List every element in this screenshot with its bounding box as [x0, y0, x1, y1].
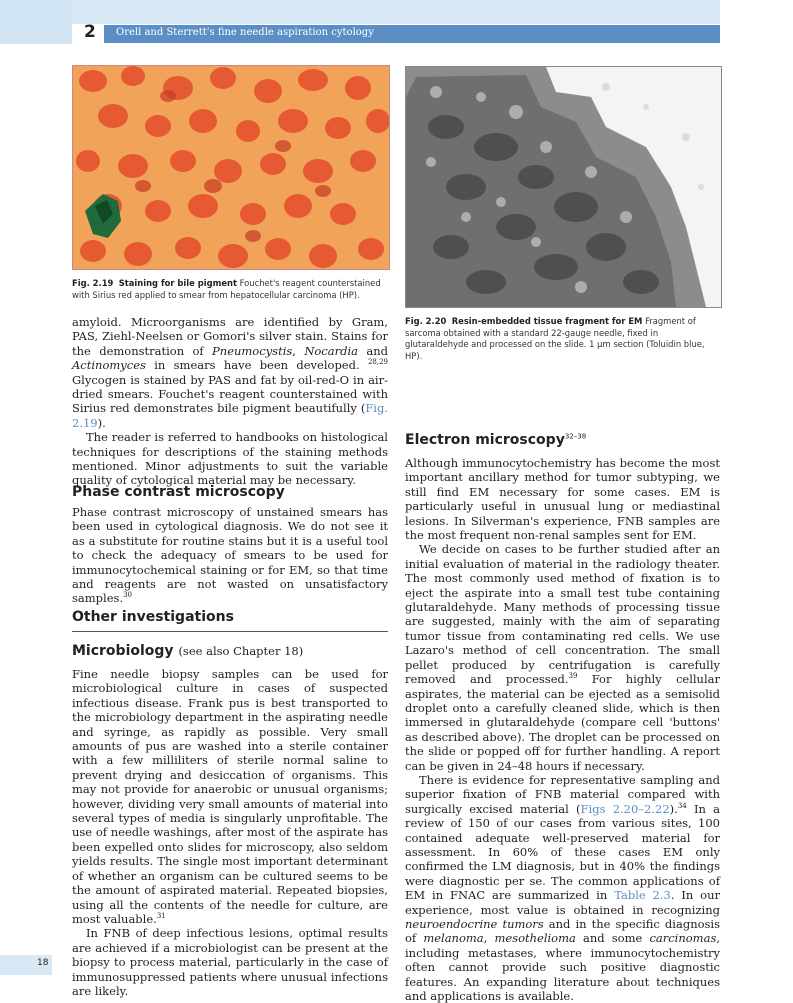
- left-paragraph-1: amyloid. Microorganisms are identified by Gram, PAS, Ziehl-Neelsen or Gomori's silver stain. Stains for the demonstration of Pneumocystis, Nocardia and Actinomyces in smears have been developed. $^{28,29}$ Glycogen is stained by PAS and fat by oil-red-O in air-dried smears. Fouchet's reagent counterstained with Sirius red demonstrates bile pigment beautifully (Fig. 2.19). The reader is referred to handbooks on histological techniques for descriptions of the staining methods mentioned. Minor adjustments to suit the variable quality of cytological material may be necessary.: [72, 315, 388, 488]
- left-paragraph-2: The reader is referred to handbooks on histological techniques for descriptions of the staining methods mentioned. Minor adjustments to suit the variable quality of cytological material may be necessary.: [72, 430, 388, 488]
- right-paragraph-3: There is evidence for representative sampling and superior fixation of FNB material compared with surgically excised material (Figs 2.20–2.22).$^{34}$ In a review of 150 of our cases from various sites, 100 contained adequate well-preserved material for assessment. In 60% of these cases EM only confirmed the LM diagnosis, but in 40% the findings were diagnostic per se. The common applications of EM in FNAC are summarized in Table 2.3. In our experience, most value is obtained in recognizing neuroendocrine tumors and in the specific diagnosis of melanoma, mesothelioma and some carcinomas, including metastases, where immunocytochemistry often cannot provide such positive diagnostic features. An expanding literature about techniques and applications is available.: [405, 772, 721, 1003]
- right-paragraph-1: Although immunocytochemistry has become the most important ancillary method for tumor subtyping, we still find EM necessary for some cases. EM is particularly useful in unusual lung or mediastinal lesions. In Silverman's experience, FNB samples are the most frequent non-renal samples sent for EM. We decide on cases to be further studied after an initial evaluation of material in the radiology theater. The most commonly used method of fixation is to eject the aspirate into a small test tube containing glutaraldehyde. Many methods of processing tissue are suggested, mainly with the aim of separating tumor tissue from contaminating red cells. We use Lazaro's method of cell concentration. The small pellet produced by centrifugation is carefully removed and processed.$^{39}$ For highly cellular aspirates, the material can be ejected as a semisolid droplet onto a carefully cleaned slide, which is then immersed in glutaraldehyde (compare cell 'buttons' as described above). The droplet can be processed on the slide or popped off for further handling. A report can be given in 24–48 hours if necessary. There is evidence for representative sampling and superior fixation of FNB material compared with surgically excised material (Figs 2.20–2.22).$^{34}$ In a review of 150 of our cases from various sites, 100 contained adequate well-preserved material for assessment. In 60% of these cases EM only confirmed the LM diagnosis, but in 40% the findings were diagnostic per se. The common applications of EM in FNAC are summarized in Table 2.3. In our experience, most value is obtained in recognizing neuroendocrine tumors and in the specific diagnosis of melanoma, mesothelioma and some carcinomas, including metastases, where immunocytochemistry often cannot provide such positive diagnostic features. An expanding literature about techniques and applications is available.: [405, 456, 721, 1003]
- left-paragraph-3: Phase contrast microscopy of unstained smears has been used in cytological diagnosis. We do not see it as a substitute for routine stains but it is a useful tool to check the adequacy of smears to be used for immunocytochemical staining or for EM, so that time and reagents are not wasted on unsatisfactory samples.$^{30}$: [72, 505, 388, 606]
- left-paragraph-5: In FNB of deep infectious lesions, optimal results are achieved if a microbiologist can be present at the biopsy to process material, particularly in the case of immunosuppressed patients where unusual infections are likely.: [72, 926, 388, 998]
- header-band: [0, 0, 720, 24]
- page-number: 18: [37, 958, 49, 968]
- chapter-tab: [0, 0, 72, 44]
- heading-other-investigations: Other investigations: [72, 609, 234, 625]
- running-title: Orell and Sterrett's fine needle aspiration cytology: [116, 27, 374, 38]
- figure-2-19-image: [72, 65, 390, 270]
- left-paragraph-4: Fine needle biopsy samples can be used for microbiological culture in cases of suspected infectious disease. Frank pus is best transported to the microbiology department in the aspirating needle and syringe, as rapidly as possible. Very small amounts of pus are washed into a sterile container with a few milliliters of sterile normal saline to prevent drying and desiccation of organisms. This may not provide for anaerobic or unusual organisms; however, dividing very small amounts of material into several types of media is singularly unprofitable. The use of needle washings, after most of the aspirate has been expelled onto slides for microscopy, also seldom yields results. The single most important determinant of whether an organism can be cultured seems to be the amount of aspirated material. Repeated biopsies, using all the contents of the needle for culture, are most valuable.$^{31}$ In FNB of deep infectious lesions, optimal results are achieved if a microbiologist can be present at the biopsy to process material, particularly in the case of immunosuppressed patients where unusual infections are likely.: [72, 667, 388, 998]
- figure-2-20-image: [405, 66, 722, 308]
- figure-2-19-caption: Fig. 2.19 Staining for bile pigment Fouchet's reagent counterstained with Sirius red applied to smear from hepatocellular carcinoma (HP).: [72, 278, 381, 300]
- heading-microbiology: Microbiology (see also Chapter 18): [72, 643, 304, 659]
- table-2-3-link[interactable]: Table 2.3: [614, 888, 671, 903]
- chapter-number: 2: [84, 22, 96, 42]
- figure-2-20-caption: Fig. 2.20 Resin-embedded tissue fragment for EM Fragment of sarcoma obtained with a standard 22-gauge needle, fixed in glutaraldehyde and processed on the slide. 1 μm section (Toluidin blue, HP).: [405, 316, 705, 361]
- fig-2-19-link[interactable]: Fig. 2.19: [72, 401, 388, 430]
- figs-2-20-2-22-link[interactable]: Figs 2.20–2.22: [580, 801, 670, 816]
- running-title-bar: [104, 25, 720, 43]
- right-paragraph-2: We decide on cases to be further studied after an initial evaluation of material in the radiology theater. The most commonly used method of fixation is to eject the aspirate into a small test tube containing glutaraldehyde. Many methods of processing tissue are suggested, mainly with the aim of separating tumor tissue from contaminating red cells. We use Lazaro's method of cell concentration. The small pellet produced by centrifugation is carefully removed and processed.$^{39}$ For highly cellular aspirates, the material can be ejected as a semisolid droplet onto a carefully cleaned slide, which is then immersed in glutaraldehyde (compare cell 'buttons' as described above). The droplet can be processed on the slide or popped off for further handling. A report can be given in 24–48 hours if necessary.: [405, 542, 720, 773]
- section-rule: [72, 631, 388, 632]
- heading-electron-microscopy: Electron microscopy$^{32-38}$: [405, 432, 587, 448]
- heading-phase-contrast: Phase contrast microscopy: [72, 484, 285, 500]
